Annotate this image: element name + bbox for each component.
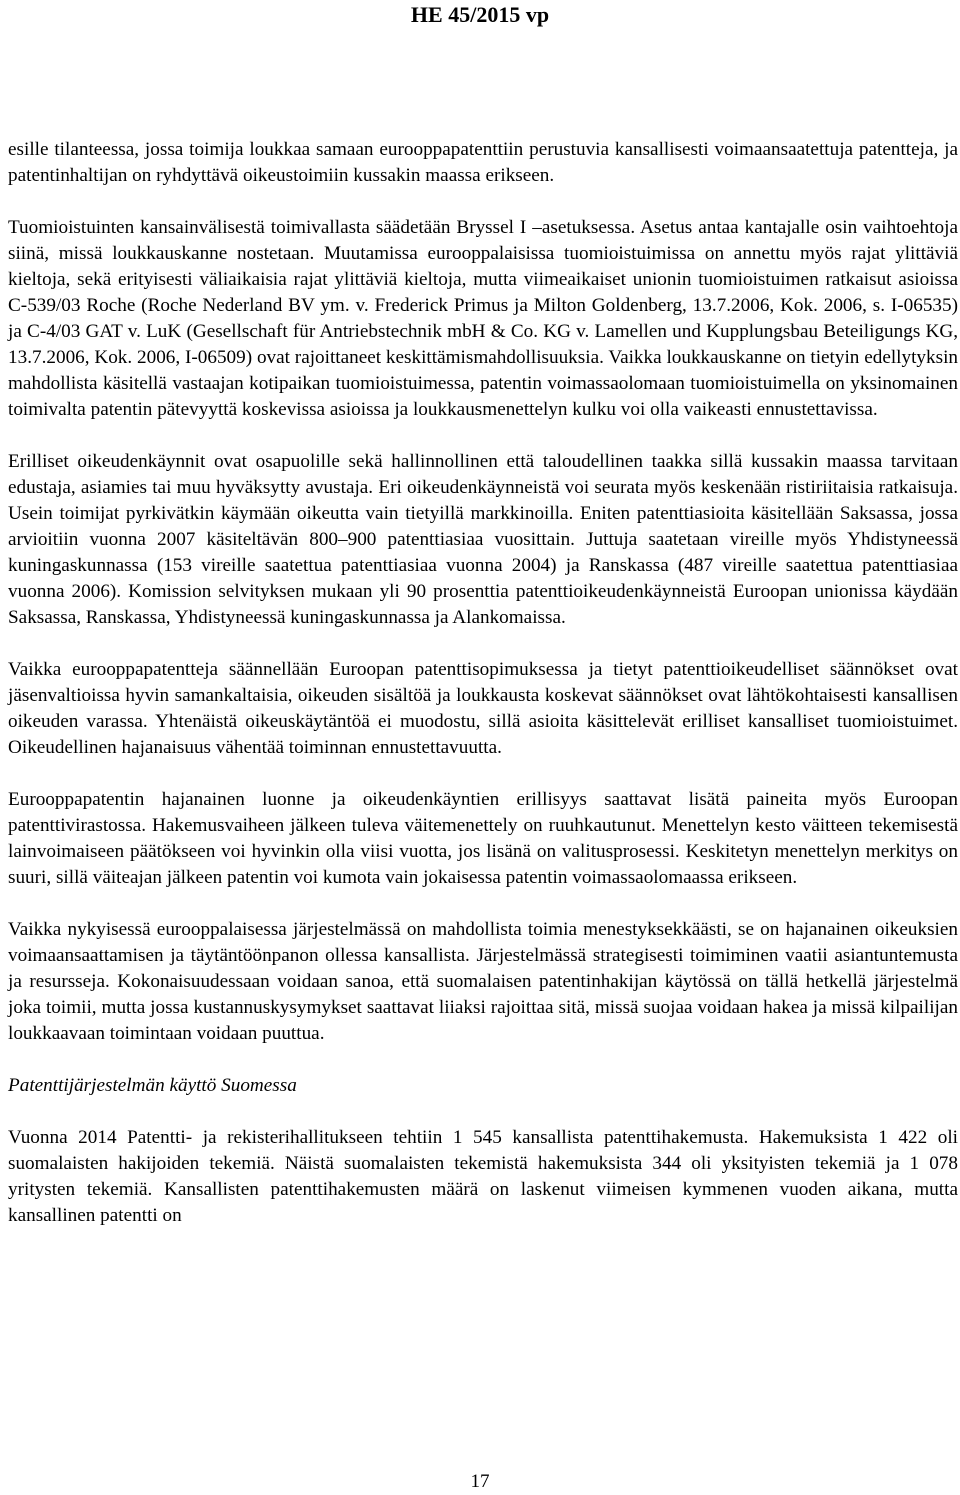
- paragraph-4: Vaikka eurooppapatentteja säännellään Euroopan patenttisopimuksessa ja tietyt patenttioikeudelliset säännökset ovat jäsenvaltioissa hyvin samankaltaisia, oikeuden sisältöä ja loukkausta koskevat säännökset ovat lähtökohtaisesti kansallisen oikeuden varassa. Yhtenäistä oikeuskäytäntöä ei muodostu, sillä asioita käsittelevät erilliset kansalliset tuomioistuimet. Oikeudellinen hajanaisuus vähentää toiminnan ennustettavuutta.: [8, 659, 958, 758]
- paragraph-3: Erilliset oikeudenkäynnit ovat osapuolille sekä hallinnollinen että taloudellinen taakka sillä kussakin maassa tarvitaan edustaja, asiamies tai muu hyväksytty avustaja. Eri oikeudenkäynneistä voi seurata myös keskenään ristiriitaisia ratkaisuja. Usein toimijat pyrkivätkin käymään oikeutta vain tietyillä markkinoilla. Eniten patenttiasioita käsitellään Saksassa, jossa arvioitiin vuonna 2007 käsiteltävän 800–900 patenttiasiaa vuosittain. Juttuja saatetaan vireille myös Yhdistyneessä kuningaskunnassa (153 vireille saatettua patenttiasiaa vuonna 2004) ja Ranskassa (487 vireille saatettua patenttiasiaa vuonna 2006). Komission selvityksen mukaan yli 90 prosenttia patenttioikeudenkäynneistä Euroopan unionissa käydään Saksassa, Ranskassa, Yhdistyneessä kuningaskunnassa ja Alankomaissa.: [8, 451, 958, 628]
- section-heading: Patenttijärjestelmän käyttö Suomessa: [8, 1075, 297, 1096]
- page-footer: [0, 1470, 960, 1494]
- page-number: 17: [470, 1471, 490, 1492]
- paragraph-1: esille tilanteessa, jossa toimija loukkaa samaan eurooppapatenttiin perustuvia kansallisesti voimaansaatettuja patentteja, ja patentinhaltijan on ryhdyttävä oikeustoimiin kussakin maassa erikseen.: [8, 139, 958, 186]
- paragraph-7: Vuonna 2014 Patentti- ja rekisterihallitukseen tehtiin 1 545 kansallista patenttihakemusta. Hakemuksista 1 422 oli suomalaisten hakijoiden tekemiä. Näistä suomalaisten tekemistä hakemuksista 344 oli yksityisten tekemiä ja 1 078 yritysten tekemiä. Kansallisten patenttihakemusten määrä on laskenut viimeisen kymmenen vuoden aikana, mutta kansallinen patentti on: [8, 1127, 958, 1226]
- paragraph-6: Vaikka nykyisessä eurooppalaisessa järjestelmässä on mahdollista toimia menestyksekkäästi, se on hajanainen oikeuksien voimaansaattamisen ja täytäntöönpanon ollessa kansallista. Järjestelmässä strategisesti toimiminen vaatii asiantuntemusta ja resursseja. Kokonaisuudessaan voidaan sanoa, että suomalaisen patentinhakijan käytössä on tällä hetkellä järjestelmä joka toimii, mutta jossa kustannuskysymykset saattavat liiaksi rajoittaa sitä, missä suojaa voidaan hakea ja missä kilpailijan loukkaavaan toimintaan voidaan puuttua.: [8, 919, 958, 1044]
- paragraph-5: Eurooppapatentin hajanainen luonne ja oikeudenkäyntien erillisyys saattavat lisätä paineita myös Euroopan patenttivirastossa. Hakemusvaiheen jälkeen tuleva väitemenettely on ruuhkautunut. Menettelyn kesto väitteen tekemisestä lainvoimaiseen päätökseen voi hyvinkin olla viisi vuotta, jos lisänä on valitusprosessi. Keskitetyn menettelyn merkitys on suuri, sillä väiteajan jälkeen patentin voi kumota vain jokaisessa patentin voimassaolomaassa erikseen.: [8, 789, 958, 888]
- paragraph-2: Tuomioistuinten kansainvälisestä toimivallasta säädetään Bryssel I –asetuksessa. Asetus antaa kantajalle osin vaihtoehtoja siinä, missä loukkauskanne nostetaan. Muutamissa eurooppalaisissa tuomioistuimissa on annettu myös rajat ylittäviä kieltoja, sekä erityisesti väliaikaisia rajat ylittäviä kieltoja, mutta viimeaikaiset unionin tuomioistuimen ratkaisut asioissa C-539/03 Roche (Roche Nederland BV ym. v. Frederick Primus ja Milton Goldenberg, 13.7.2006, Kok. 2006, s. I-06535) ja C-4/03 GAT v. LuK (Gesellschaft für Antriebstechnik mbH & Co. KG v. Lamellen und Kupplungsbau Beteiligungs KG, 13.7.2006, Kok. 2006, I-06509) ovat rajoittaneet keskittämismahdollisuuksia. Vaikka loukkauskanne on tietyin edellytyksin mahdollista käsitellä vastaajan kotipaikan tuomioistuimessa, patentin voimassaolomaan tuomioistuimella on yksinomainen toimivalta patentin pätevyyttä koskevissa asioissa ja loukkausmenettelyn kulku voi olla vaikeasti ennustettavissa.: [8, 217, 958, 420]
- document-body: [8, 137, 958, 1255]
- document-id: HE 45/2015 vp: [410, 2, 550, 27]
- document-header: [0, 2, 960, 28]
